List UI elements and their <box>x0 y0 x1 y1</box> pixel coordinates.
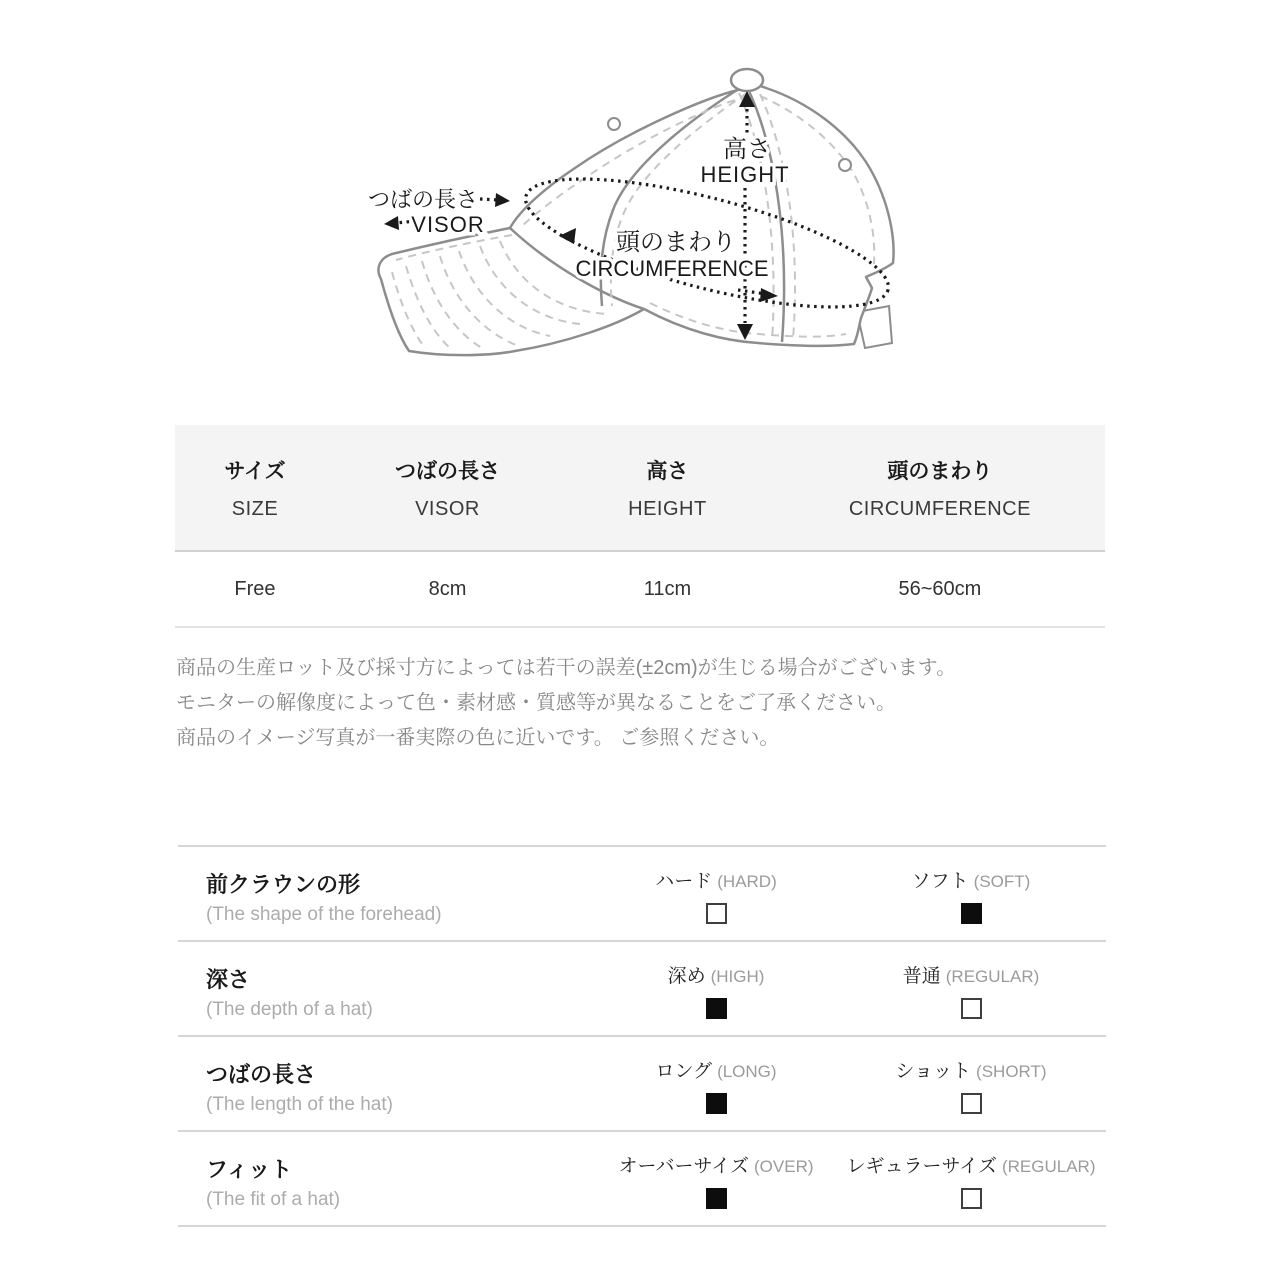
feature-row-crown-shape <box>178 847 1106 942</box>
option-label-jp: ハード <box>655 871 713 892</box>
option-label-en: (REGULAR) <box>1001 1157 1096 1176</box>
option-checkbox <box>961 1093 982 1114</box>
circumference-value: 56~60cm <box>898 577 982 600</box>
option-label-jp: ソフト <box>911 871 969 892</box>
circumference-label-en: CIRCUMFERENCE <box>575 256 769 281</box>
option-label-en: (OVER) <box>754 1157 814 1176</box>
option-checkbox <box>961 903 982 924</box>
height-label-en: HEIGHT <box>700 162 790 187</box>
feature-option-high <box>596 942 836 1035</box>
feature-title: つばの長さ <box>206 1062 317 1087</box>
option-label-jp: 深め <box>667 966 706 987</box>
size-table-header-size <box>175 425 335 550</box>
size-table-row <box>175 552 1105 628</box>
option-checkbox <box>706 903 727 924</box>
feature-label <box>178 1037 596 1130</box>
option-checkbox <box>961 998 982 1019</box>
visor-label-jp: つばの長さ <box>367 187 479 212</box>
option-label-en: (HIGH) <box>710 967 765 986</box>
feature-title: 深さ <box>206 967 251 992</box>
features-table <box>178 845 1106 1227</box>
cap-eyelet-back <box>839 159 851 171</box>
option-checkbox <box>961 1188 982 1209</box>
cap-diagram-svg <box>330 60 970 405</box>
feature-row-depth <box>178 942 1106 1037</box>
feature-subtitle: (The depth of a hat) <box>206 999 373 1020</box>
feature-label <box>178 1132 596 1225</box>
cap-measurement-diagram <box>330 60 970 405</box>
col-visor-jp: つばの長さ <box>394 459 500 483</box>
option-label-en: (HARD) <box>717 872 777 891</box>
disclaimer-line-3: 商品のイメージ写真が一番実際の色に近いです。 ご参照ください。 <box>176 727 780 749</box>
option-label-en: (SOFT) <box>973 872 1031 891</box>
feature-subtitle: (The shape of the forehead) <box>206 904 442 925</box>
feature-row-visor-length <box>178 1037 1106 1132</box>
option-label-en: (SHORT) <box>976 1062 1047 1081</box>
size-table-header-height <box>560 425 775 550</box>
feature-option-hard <box>596 847 836 940</box>
col-height-jp: 高さ <box>646 459 689 483</box>
disclaimer-line-2: モニターの解像度によって色・素材感・質感等が異なることをご了承ください。 <box>176 692 896 714</box>
disclaimer-line-1: 商品の生産ロット及び採寸方によっては若干の誤差(±2cm)が生じる場合がございます。 <box>176 657 957 679</box>
feature-option-oversize <box>596 1132 836 1225</box>
option-label-en: (REGULAR) <box>945 967 1040 986</box>
feature-label <box>178 847 596 940</box>
option-checkbox <box>706 998 727 1019</box>
option-label-jp: ショット <box>895 1061 972 1082</box>
option-label-en: (LONG) <box>717 1062 777 1081</box>
circumference-label-jp: 頭のまわり <box>616 229 736 256</box>
col-height-en: HEIGHT <box>628 497 707 520</box>
visor-value: 8cm <box>428 577 467 600</box>
col-size-en: SIZE <box>231 497 279 520</box>
feature-option-regular-size <box>836 1132 1106 1225</box>
feature-subtitle: (The length of the hat) <box>206 1094 393 1115</box>
col-visor-en: VISOR <box>415 497 480 520</box>
disclaimer-text <box>176 651 1136 756</box>
height-value: 11cm <box>643 577 692 600</box>
option-label-jp: ロング <box>655 1061 713 1082</box>
option-label-jp: 普通 <box>902 966 941 987</box>
size-value: Free <box>234 577 276 600</box>
size-table-header-circumference <box>775 425 1105 550</box>
option-label-jp: オーバーサイズ <box>618 1156 750 1177</box>
col-circumference-jp: 頭のまわり <box>887 459 993 483</box>
option-label-jp: レギュラーサイズ <box>846 1156 997 1177</box>
feature-option-regular-depth <box>836 942 1106 1035</box>
size-table-header <box>175 425 1105 552</box>
feature-option-soft <box>836 847 1106 940</box>
size-table <box>175 425 1105 628</box>
feature-option-short <box>836 1037 1106 1130</box>
option-checkbox <box>706 1188 727 1209</box>
option-checkbox <box>706 1093 727 1114</box>
feature-title: 前クラウンの形 <box>206 872 361 897</box>
feature-subtitle: (The fit of a hat) <box>206 1189 341 1210</box>
col-circumference-en: CIRCUMFERENCE <box>848 497 1031 520</box>
cap-top-button <box>731 69 763 91</box>
col-size-jp: サイズ <box>224 459 286 483</box>
height-label-jp: 高さ <box>723 136 771 163</box>
feature-option-long <box>596 1037 836 1130</box>
feature-row-fit <box>178 1132 1106 1227</box>
feature-title: フィット <box>206 1157 293 1182</box>
visor-label-en: VISOR <box>411 212 485 237</box>
cap-eyelet-front <box>608 118 620 130</box>
size-table-header-visor <box>335 425 560 550</box>
feature-label <box>178 942 596 1035</box>
